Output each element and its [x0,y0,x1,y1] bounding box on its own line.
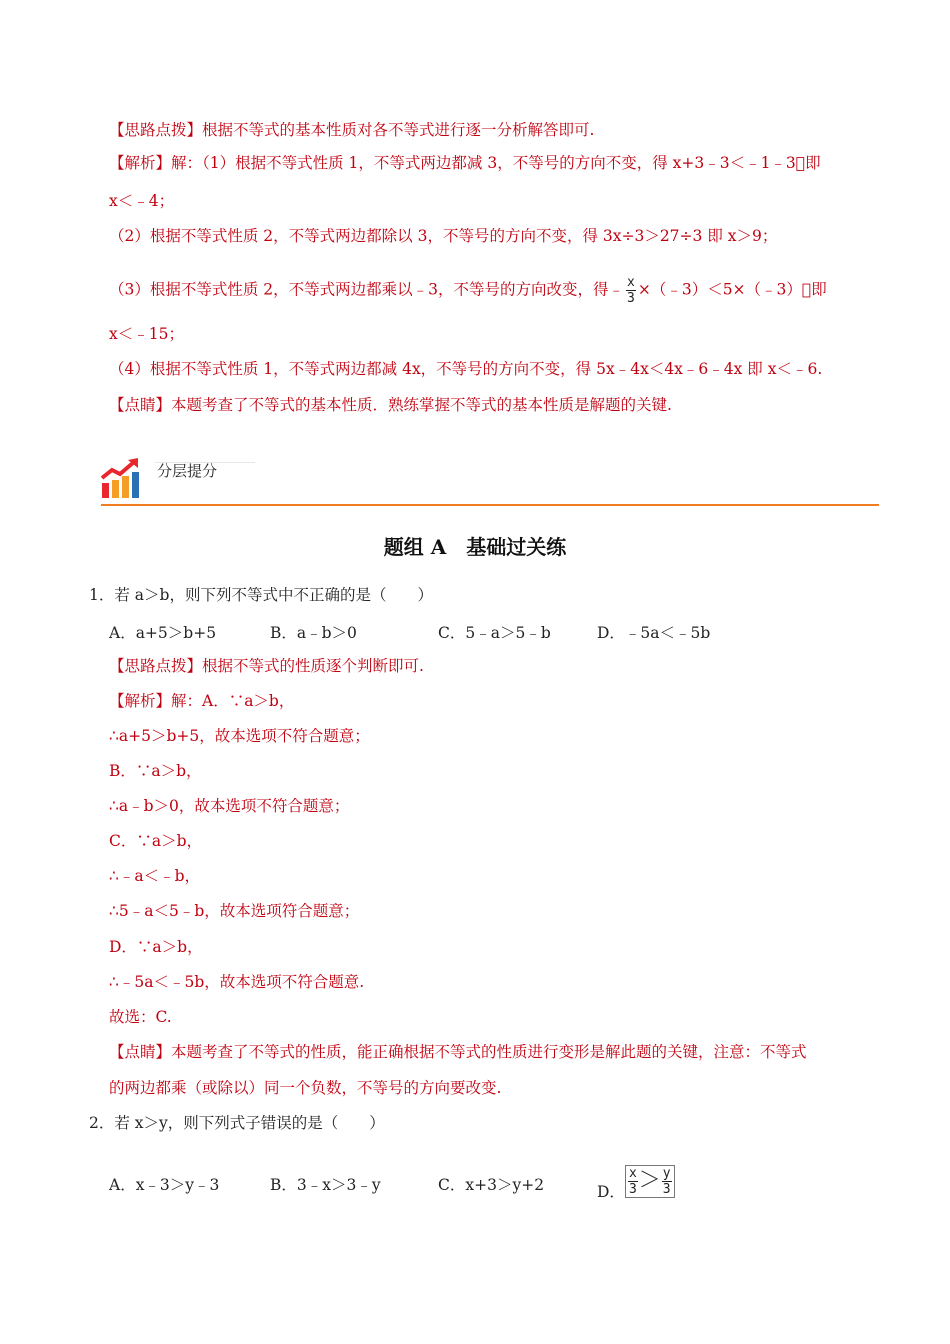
question-1-stem: 1．若 a＞b，则下列不等式中不正确的是（ ） [89,586,433,604]
q1-option-a: A．a+5＞b+5 [109,624,217,642]
q1-solution-line: B．∵a＞b， [109,762,202,780]
question-2-stem: 2．若 x＞y，则下列式子错误的是（ ） [89,1114,385,1132]
comment-text: 【点睛】本题考查了不等式的基本性质．熟练掌握不等式的基本性质是解题的关键. [109,396,672,414]
fraction-left [628,1166,638,1197]
fraction-denominator: 3 [662,1181,671,1197]
analysis-line: x＜﹣15； [109,325,184,343]
section-title: 题组 A 基础过关练 [383,535,567,559]
q1-comment: 的两边都乘（或除以）同一个负数，不等号的方向要改变. [109,1079,502,1097]
fraction-right [662,1166,672,1197]
fraction-denominator: 3 [628,1181,637,1197]
q1-hint: 【思路点拨】根据不等式的性质逐个判断即可. [109,657,424,675]
hint-text: 【思路点拨】根据不等式的基本性质对各不等式进行逐一分析解答即可. [109,121,595,139]
q2-option-d-expression [625,1165,675,1198]
greater-than-sign: ＞ [638,1168,661,1193]
q1-solution-line: ∴﹣a＜﹣b， [109,867,201,885]
q1-option-d: D．﹣5a＜﹣5b [597,624,711,642]
analysis-line: （2）根据不等式性质 2，不等式两边都除以 3，不等号的方向不变，得 3x÷3＞27÷3 即 x＞9； [109,227,778,245]
fraction-x-over-3 [626,275,636,306]
q1-solution-line: C．∵a＞b， [109,832,203,850]
q2-option-d-label: D． [597,1183,625,1201]
section-logo-label: 分层提分 [157,462,218,480]
analysis-text: ×（﹣3）＜5×（﹣3）􏰀即 [637,280,827,299]
q1-solution-line: ∴a+5＞b+5，故本选项不符合题意； [109,727,370,745]
q1-solution-line: ∴﹣5a＜﹣5b，故本选项不符合题意. [109,973,365,991]
q2-option-b: B．3﹣x＞3﹣y [270,1176,381,1194]
q2-option-a: A．x﹣3＞y﹣3 [109,1176,220,1194]
analysis-text: （3）根据不等式性质 2，不等式两边都乘以﹣3，不等号的方向改变，得﹣ [109,280,625,299]
analysis-line: 【解析】解：（1）根据不等式性质 1，不等式两边都减 3，不等号的方向不变，得 x+3﹣3＜﹣1﹣3􏰀即 [109,154,821,172]
fraction-denominator: 3 [627,291,635,306]
q1-comment: 【点睛】本题考查了不等式的性质，能正确根据不等式的性质进行变形是解此题的关键，注意：不等式 [109,1043,807,1061]
q1-option-c: C．5﹣a＞5﹣b [438,624,551,642]
fraction-numerator: x [628,1165,637,1181]
q1-solution-line: ∴a﹣b＞0，故本选项不符合题意； [109,797,350,815]
q2-option-c: C．x+3＞y+2 [438,1176,545,1194]
analysis-line-3 [109,275,827,306]
growth-chart-icon [100,458,144,500]
section-divider [101,504,879,506]
q1-solution-line: ∴5﹣a＜5﹣b，故本选项符合题意； [109,902,360,920]
fraction-numerator: x [627,275,635,290]
q1-answer: 故选：C. [109,1008,172,1026]
analysis-line: （4）根据不等式性质 1，不等式两边都减 4x，不等号的方向不变，得 5x﹣4x＜4x﹣6﹣4x 即 x＜﹣6. [109,360,823,378]
q1-solution-line: 【解析】解：A．∵a＞b， [109,692,295,710]
fraction-numerator: y [662,1165,671,1181]
analysis-line: x＜﹣4； [109,192,175,210]
q1-solution-line: D．∵a＞b， [109,938,203,956]
q1-option-b: B．a﹣b＞0 [270,624,357,642]
q2-option-d [597,1160,675,1202]
